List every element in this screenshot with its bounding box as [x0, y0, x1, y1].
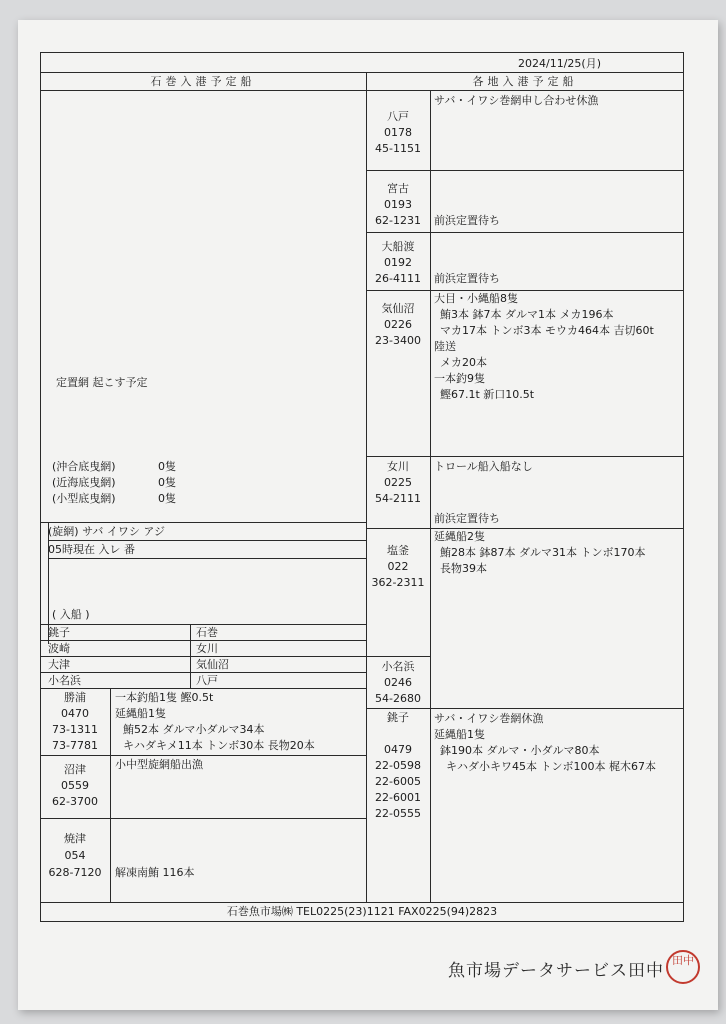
port-name: 銚子 — [387, 711, 409, 724]
port-phone: 45-1151 — [375, 142, 421, 155]
seal-stamp — [666, 950, 700, 984]
trawl-count: 0隻 — [158, 492, 176, 505]
inbound-port: 女川 — [196, 642, 218, 655]
port-name: 宮古 — [387, 182, 409, 195]
port-phone: 73-7781 — [52, 739, 98, 752]
senmou-row: (旋網) サバ イワシ アジ — [48, 525, 165, 538]
port-phone: 62-1231 — [375, 214, 421, 227]
inbound-port: 小名浜 — [48, 674, 81, 687]
port-name: 沼津 — [64, 763, 86, 776]
port-report-line: トロール船入船なし — [434, 460, 533, 473]
port-report-line: 大目・小縄船8隻 — [434, 292, 518, 305]
port-report-line: 解凍南鮪 116本 — [115, 866, 195, 879]
port-report-line: 延縄船1隻 — [115, 707, 166, 720]
nyusen-label: ( 入船 ) — [52, 608, 90, 621]
port-phone: 22-6005 — [375, 775, 421, 788]
port-report-line: 一本釣船1隻 鰹0.5t — [115, 691, 214, 704]
port-report-line: サバ・イワシ巻網申し合わせ休漁 — [434, 94, 599, 107]
inbound-port: 八戸 — [196, 674, 218, 687]
port-phone: 26-4111 — [375, 272, 421, 285]
port-name: 大船渡 — [381, 240, 415, 253]
port-report-line: マカ17本 トンボ3本 モウカ464本 吉切60t — [440, 324, 654, 337]
port-name: 八戸 — [387, 110, 409, 123]
port-name: 気仙沼 — [381, 302, 415, 315]
port-report-line: 鮪3本 鉢7本 ダルマ1本 メカ196本 — [440, 308, 614, 321]
port-phone: 22-6001 — [375, 791, 421, 804]
port-phone: 0192 — [384, 256, 412, 269]
port-report-line: 延縄船2隻 — [434, 530, 485, 543]
port-phone: 628-7120 — [48, 866, 102, 879]
inbound-port: 大津 — [48, 658, 70, 671]
port-phone: 22-0555 — [375, 807, 421, 820]
left-header: 石巻入港予定船 — [150, 75, 256, 88]
inbound-port: 波崎 — [48, 642, 70, 655]
port-phone: 23-3400 — [375, 334, 421, 347]
inbound-port: 銚子 — [48, 626, 70, 639]
footer-contact: 石巻魚市場㈱ TEL0225(23)1121 FAX0225(94)2823 — [226, 905, 498, 918]
trawl-label: (近海底曳網) — [52, 476, 116, 489]
port-report-line: 前浜定置待ち — [434, 214, 500, 227]
port-phone: 0246 — [384, 676, 412, 689]
port-phone: 054 — [64, 849, 86, 862]
trawl-label: (小型底曳網) — [52, 492, 116, 505]
signature: 魚市場データサービス田中 — [448, 961, 664, 981]
port-name: 焼津 — [64, 832, 86, 845]
port-name: 塩釜 — [387, 544, 409, 557]
inbound-port: 石巻 — [196, 626, 218, 639]
port-report-line: 鮪28本 鉢87本 ダルマ31本 トンボ170本 — [440, 546, 646, 559]
report-sheet — [18, 20, 718, 1010]
port-report-line: キハダキメ11本 トンボ30本 長物20本 — [123, 739, 315, 752]
port-report-line: 鮪52本 ダルマ小ダルマ34本 — [123, 723, 265, 736]
port-name: 女川 — [387, 460, 409, 473]
port-phone: 54-2111 — [375, 492, 421, 505]
port-report-line: キハダ小キワ45本 トンボ100本 梶木67本 — [446, 760, 656, 773]
inbound-port: 気仙沼 — [196, 658, 229, 671]
port-report-line: サバ・イワシ巻網休漁 — [434, 712, 544, 725]
port-report-line: 一本釣9隻 — [434, 372, 485, 385]
right-header: 各地入港予定船 — [472, 75, 578, 88]
report-date: 2024/11/25(月) — [518, 57, 601, 70]
port-name: 小名浜 — [381, 660, 415, 673]
port-report-line: 鰹67.1t 新口10.5t — [440, 388, 535, 401]
port-phone: 0226 — [384, 318, 412, 331]
port-report-line: メカ20本 — [440, 356, 487, 369]
port-report-line: 長物39本 — [440, 562, 487, 575]
port-phone: 0479 — [384, 743, 412, 756]
port-phone: 22-0598 — [375, 759, 421, 772]
trawl-count: 0隻 — [158, 476, 176, 489]
port-report-line: 陸送 — [434, 340, 456, 353]
port-report-line: 延縄船1隻 — [434, 728, 485, 741]
trawl-label: (沖合底曳網) — [52, 460, 116, 473]
port-phone: 54-2680 — [375, 692, 421, 705]
port-phone: 0470 — [61, 707, 89, 720]
port-report-line: 前浜定置待ち — [434, 272, 500, 285]
port-report-line: 鉢190本 ダルマ・小ダルマ80本 — [440, 744, 600, 757]
current-row: 05時現在 入レ 番 — [48, 543, 135, 556]
port-phone: 362-2311 — [371, 576, 425, 589]
port-phone: 022 — [387, 560, 409, 573]
seal-stamp-text: 田中 — [672, 954, 694, 967]
port-phone: 62-3700 — [52, 795, 98, 808]
port-phone: 0178 — [384, 126, 412, 139]
port-report-line: 前浜定置待ち — [434, 512, 500, 525]
port-phone: 0559 — [61, 779, 89, 792]
port-name: 勝浦 — [64, 691, 86, 704]
trawl-count: 0隻 — [158, 460, 176, 473]
port-phone: 0225 — [384, 476, 412, 489]
port-report-line: 小中型旋網船出漁 — [115, 758, 203, 771]
port-phone: 0193 — [384, 198, 412, 211]
teichi-note: 定置網 起こす予定 — [56, 376, 148, 389]
outer-frame — [40, 52, 684, 922]
port-phone: 73-1311 — [52, 723, 98, 736]
